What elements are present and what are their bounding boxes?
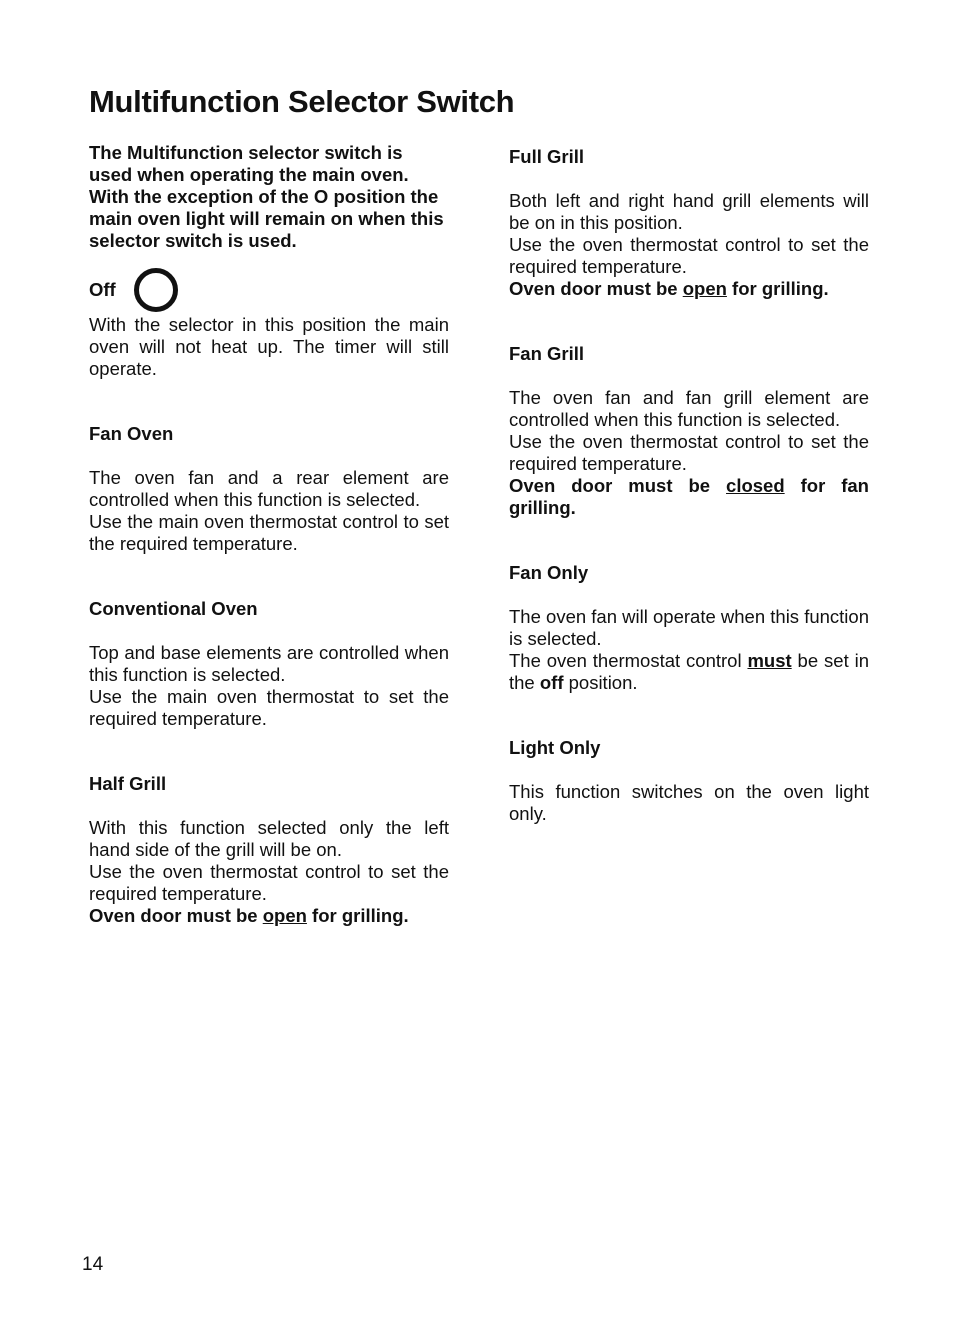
page-title: Multifunction Selector Switch bbox=[89, 84, 515, 119]
full-grill-line1: Both left and right hand grill elements will be on in this position. bbox=[509, 190, 869, 233]
fan-grill-line2: Use the oven thermostat control to set the required temperature. bbox=[509, 431, 869, 474]
fan-only-line2-pre: The oven thermostat control bbox=[509, 650, 748, 671]
half-grill-warning-pre: Oven door must be bbox=[89, 905, 263, 926]
fan-only-line2-mid: be set in the bbox=[509, 650, 869, 693]
half-grill-warning-underline: open bbox=[262, 905, 307, 926]
light-only-line1: This function switches on the oven light only. bbox=[509, 781, 869, 824]
fan-oven-line2: Use the main oven thermostat control to set the required temperature. bbox=[89, 511, 449, 554]
fan-only-heading: Fan Only bbox=[509, 562, 589, 583]
left-column bbox=[89, 142, 449, 927]
fan-only-line2-post: position. bbox=[563, 672, 638, 693]
half-grill-heading: Half Grill bbox=[89, 773, 167, 794]
conventional-oven-line1: Top and base elements are controlled when this function is selected. bbox=[89, 642, 449, 685]
full-grill-warning-post: for grilling. bbox=[726, 278, 829, 299]
fan-only-must: must bbox=[747, 650, 792, 671]
fan-grill-heading: Fan Grill bbox=[509, 343, 585, 364]
fan-oven-line1: The oven fan and a rear element are controlled when this function is selected. bbox=[89, 467, 449, 510]
fan-grill-warning-pre: Oven door must be bbox=[509, 475, 727, 496]
off-heading: Off bbox=[89, 279, 116, 300]
half-grill-warning bbox=[89, 905, 449, 927]
half-grill-line1: With this function selected only the left hand side of the grill will be on. bbox=[89, 817, 449, 860]
fan-grill-line1: The oven fan and fan grill element are controlled when this function is selected. bbox=[509, 387, 869, 430]
fan-grill-warning bbox=[509, 475, 869, 519]
fan-only-line1: The oven fan will operate when this function is selected. bbox=[509, 606, 869, 649]
half-grill-line2: Use the oven thermostat control to set the required temperature. bbox=[89, 861, 449, 904]
fan-oven-heading: Fan Oven bbox=[89, 423, 174, 444]
right-column bbox=[509, 146, 869, 825]
fan-grill-warning-underline: closed bbox=[726, 475, 785, 496]
full-grill-warning-underline: open bbox=[682, 278, 727, 299]
circle-o-icon bbox=[134, 268, 178, 312]
full-grill-warning bbox=[509, 278, 869, 300]
fan-only-line2 bbox=[509, 650, 869, 694]
fan-only-off: off bbox=[539, 672, 564, 693]
full-grill-warning-pre: Oven door must be bbox=[509, 278, 683, 299]
full-grill-heading: Full Grill bbox=[509, 146, 585, 167]
off-heading-row bbox=[89, 266, 449, 314]
light-only-heading: Light Only bbox=[509, 737, 601, 758]
intro-text: The Multifunction selector switch is used when operating the main oven. With the exception of the O position the main oven light will remain on when this selector switch is used. bbox=[89, 142, 444, 251]
conventional-oven-heading: Conventional Oven bbox=[89, 598, 258, 619]
fan-grill-warning-post: for fan grilling. bbox=[509, 475, 869, 518]
off-body: With the selector in this position the main oven will not heat up. The timer will still operate. bbox=[89, 314, 449, 379]
full-grill-line2: Use the oven thermostat control to set the required temperature. bbox=[509, 234, 869, 277]
half-grill-warning-post: for grilling. bbox=[306, 905, 409, 926]
page-number: 14 bbox=[82, 1254, 104, 1275]
conventional-oven-line2: Use the main oven thermostat to set the required temperature. bbox=[89, 686, 449, 729]
